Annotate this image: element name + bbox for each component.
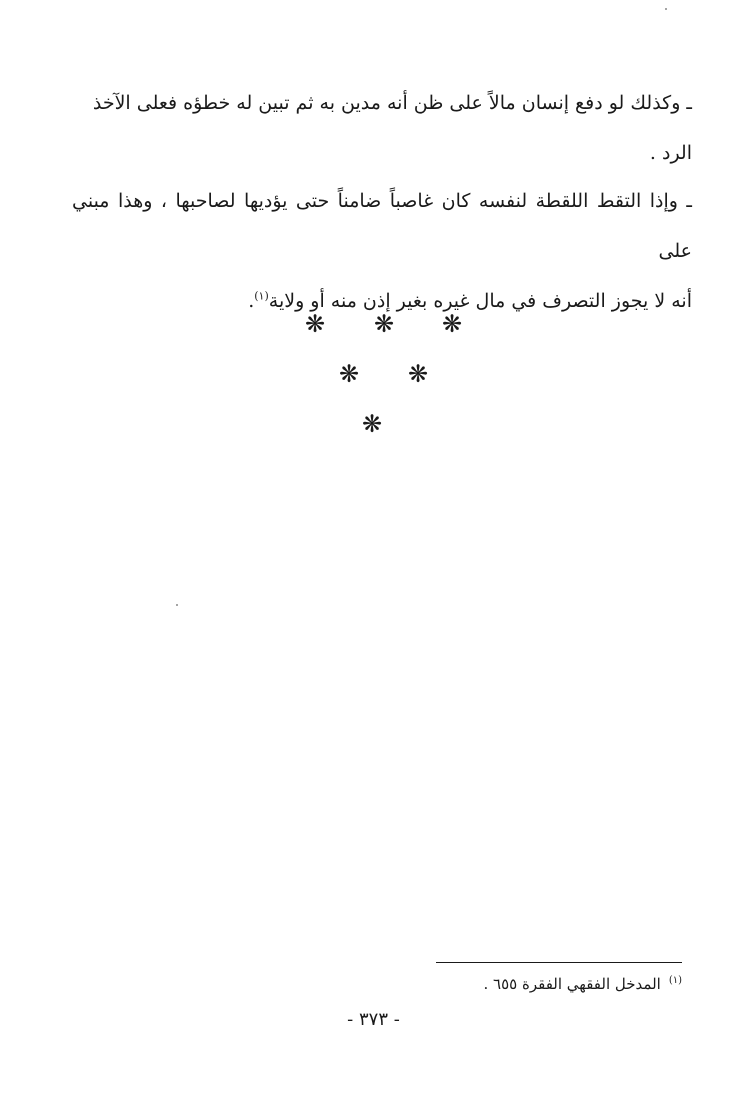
footnote-text: المدخل الفقهي الفقرة ٦٥٥ .	[483, 975, 661, 993]
ornament-star-icon: ❋	[408, 360, 429, 388]
ornament-star-icon: ❋	[339, 360, 360, 388]
paragraph-1-line-1: ـ وكذلك لو دفع إنسان مالاً على ظن أنه مدين به ثم تبين له خطؤه فعلى الآخذ	[92, 92, 692, 114]
ornament-star-icon: ❋	[374, 310, 395, 338]
footnote	[436, 972, 682, 996]
footnote-number: (١)	[668, 975, 682, 986]
ornament-star-icon: ❋	[362, 410, 383, 438]
ornament-star-icon: ❋	[442, 310, 463, 338]
footnote-divider	[436, 962, 682, 963]
paragraph-1-line-2: الرد .	[649, 142, 692, 164]
paragraph-2-line-2-end: .	[248, 290, 255, 312]
page-number: - ٣٧٣ -	[347, 1009, 400, 1030]
footnote-reference[interactable]: (١)	[254, 289, 269, 303]
paragraph-2-line-1: ـ وإذا التقط اللقطة لنفسه كان غاصباً ضامناً حتى يؤديها لصاحبها ، وهذا مبني على	[72, 190, 692, 262]
scan-speck	[176, 604, 178, 606]
scan-speck	[665, 8, 667, 10]
paragraph-2	[72, 176, 692, 326]
ornament-star-icon: ❋	[305, 310, 326, 338]
paragraph-1	[72, 78, 692, 178]
paragraph-2-line-2: أنه لا يجوز التصرف في مال غيره بغير إذن منه أو ولاية	[268, 290, 692, 312]
